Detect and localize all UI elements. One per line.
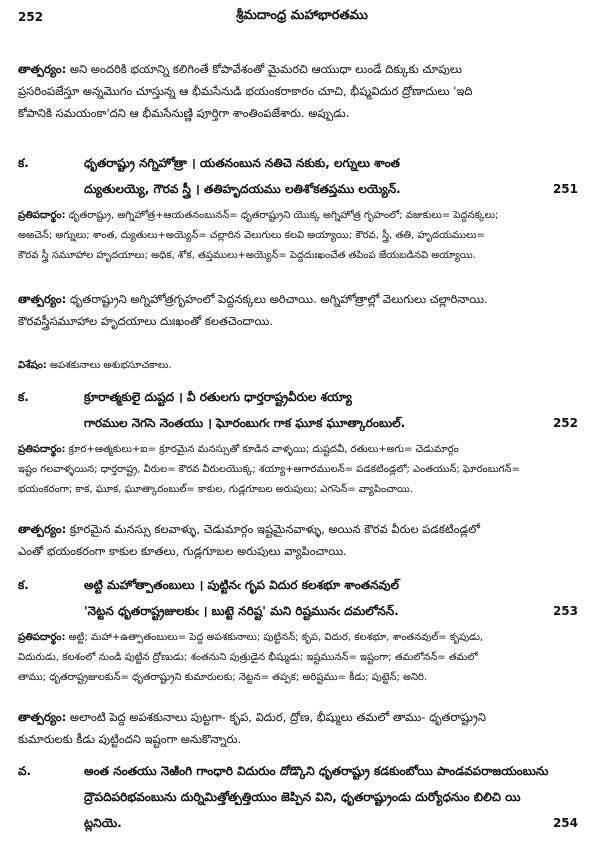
verse-line: క్రూరాత్మకులై దుష్టద । వీ రతులగు ధార్తరాష్ట్రవీరుల శయ్యా xyxy=(84,390,352,404)
verse-block xyxy=(18,758,586,836)
text-line: కోపానికి సమయంకా'దని ఆ భీమసేనుణ్ణి పూర్తిగా శాంతింపజేశారు. అప్పుడు. xyxy=(18,106,350,120)
page-header xyxy=(18,6,586,28)
block-label: ప్రతిపదార్థం: xyxy=(18,444,66,455)
text-line: అట్టి; మహా+ఉత్పాతంబులు= పెద్ద అపశకునాలు; పుట్టినన్; కృప, విదుర, కలశభూ, శాంతనవుల్= కృపుడు, xyxy=(68,632,484,643)
block-label: తాత్పర్యం: xyxy=(18,62,67,76)
text-line: కుమారులకు కీడు పుట్టిందని ఇష్టంగా అనుకొన్నారు. xyxy=(18,732,242,746)
text-line: ప్రసరింపజేస్తూ అన్నమొగం చూస్తున్న ఆ భీమసేనుడి భయంకరాకారం చూచి, భీష్మవిదుర ద్రోణాదులు 'ఇది xyxy=(18,84,473,98)
verse-line: అంత నంతయు నెఱింగి గాంధారి విదురుం దోడ్కొని ధృతరాష్ట్రు కడకుంబోయి పాండవపరాజయంబును xyxy=(84,764,549,778)
verse-number: 252 xyxy=(552,416,578,430)
text-line: కౌరవ స్త్రీ సమూహాల హృదయాలు; అధిక, శోక, తప్తములు+అయ్యెన్= పెద్దదుఃఖంచేత తపింప జేయబడినవి అయ్యాయి. xyxy=(18,250,476,261)
verse-line: ట్లనియె. xyxy=(84,816,122,830)
verse-label: వ. xyxy=(18,764,32,778)
text-line: అలాంటి పెద్ద అపశకునాలు పుట్టగా- కృప, విదుర, ద్రోణ, భీష్ములు తమలో తాము- ధృతరాష్ట్రుని xyxy=(69,710,486,724)
verse-label: క. xyxy=(18,156,29,170)
verse-block xyxy=(18,150,586,202)
block-label: ప్రతిపదార్థం: xyxy=(18,632,66,643)
text-line: తాము; ధృతరాష్ట్రజులకున్= ధృతరాష్ట్రుని కుమారులకు; నెట్టన= తప్పక; అరిష్టము= కీడు; పుట్టెన్; అనిరి. xyxy=(18,672,428,683)
block-label: తాత్పర్యం: xyxy=(18,710,67,724)
verse-block xyxy=(18,384,586,436)
note-block xyxy=(18,356,586,376)
verse-number: 254 xyxy=(552,816,578,830)
verse-line: ధృతరాష్ట్రు నగ్నిహోత్రా । యతనంబున నతిచె నకుకు, లగ్నులు శాంత xyxy=(84,156,401,170)
text-line: ధృతరాష్ట్రుని అగ్నిహోత్రగృహంలో పెద్దనక్కలు అరిచాయి. అగ్నిహోత్రాల్లో వెలుగులు చల్లారినాయి. xyxy=(69,292,488,306)
verse-label: క. xyxy=(18,390,29,404)
text-line: అఱచెన్; అగ్నులు; శాంత, ద్యుతులు+అయ్యెన్= చల్లారిన వెలుగులు కలవి అయ్యాయి; కౌరవ, స్త్రీ, తతి, హృదయములు= xyxy=(18,230,485,241)
block-label: విశేషం: xyxy=(18,360,47,371)
text-line: క్రూరమైన మనస్సు కలవాళ్ళు, చెడుమార్గం ఇష్టమైనవాళ్ళు, అయిన కౌరవ వీరుల పడకటిండ్లలో xyxy=(69,522,480,536)
block-label: తాత్పర్యం: xyxy=(18,292,67,306)
prose-block xyxy=(18,58,586,124)
text-line: విదురుడు, కలశంలో నుండి పుట్టిన ద్రోణుడు; శంతనుని పుత్రుడైన భీష్ముడు; ఇష్టమునన్= ఇష్టంగా; తమలోనన్= తమలో xyxy=(18,652,478,663)
verse-number: 253 xyxy=(552,604,578,618)
verse-block xyxy=(18,572,586,624)
verse-line: ద్యుతులయ్యె, గౌరవ స్త్రీ । తతిహృదయము లతిశోకతప్తము లయ్యెన్. xyxy=(84,182,401,196)
prose-block xyxy=(18,706,586,750)
verse-number: 251 xyxy=(552,182,578,196)
gloss-block xyxy=(18,628,586,688)
text-line: అని అందరికి భయాన్ని కలిగింతే కోపావేశంతో మైమరచి ఆయుధా లుండే దిక్కుకు చూపులు xyxy=(69,62,462,76)
running-title: శ్రీమదాంధ్ర మహాభారతము xyxy=(236,8,368,23)
block-label: ప్రతిపదార్థం: xyxy=(18,210,66,221)
gloss-block xyxy=(18,206,586,266)
text-line: కౌరవస్త్రీసమూహాల హృదయాలు దుఃఖంతో కలతచెందాయి. xyxy=(18,314,273,328)
prose-block xyxy=(18,518,586,562)
verse-line: 'నెట్టన ధృతరాష్ట్రజులకుఁ । బుట్టె నరిష్ట' మని రిష్టమునఁ దమలోనన్. xyxy=(84,604,399,618)
verse-line: గారముల నెగసె నెంతయు । ఘోరంబుగఁ గాక ఘూక ఘూత్కారంబుల్. xyxy=(84,416,406,430)
verse-line: అట్టి మహోత్పాతంబులు । పుట్టినఁ గృప విదుర కలశభూ శాంతనవుల్ xyxy=(84,578,400,592)
text-line: అపశకునాలు అశుభసూచకాలు. xyxy=(50,360,172,371)
prose-block xyxy=(18,288,586,332)
verse-label: క. xyxy=(18,578,29,592)
block-label: తాత్పర్యం: xyxy=(18,522,67,536)
verse-line: ద్రౌపదిపరిభవంబును దుర్నిమిత్తోత్పత్తియుం జెప్పిన విని, ధృతరాష్ట్రుండు దుర్యోధనుం బిలిచి యి xyxy=(84,790,521,804)
text-line: క్రూర+ఆత్మకులు+ఐ= క్రూరమైన మనస్సుతో కూడిన వాళ్ళయి; దుష్టదవీ, రతులు+అగు= చెడుమార్గం xyxy=(68,444,459,455)
text-line: ఇష్టం గలవాళ్ళయిన; ధార్తరాష్ట్ర, వీరుల= కౌరవ వీరులయొక్క; శయ్యా+ఆగారములన్= పడకటిండ్లలో; ఎంతయున్; ఘోరంబుగన్= xyxy=(18,464,520,475)
page-number: 252 xyxy=(18,10,44,24)
text-line: భయంకరంగా; కాక, ఘూక, ఘూత్కారంబుల్= కాకుల, గుడ్లగూబల అరుపులు; ఎగసెన్= వ్యాపించాయి. xyxy=(18,484,414,495)
gloss-block xyxy=(18,440,586,500)
text-line: ధృతరాష్ట్రు, అగ్నిహోత్ర+ఆయతనంబునన్= ధృతరాష్ట్రుని యొక్క అగ్నిహోత్ర గృహంలో; వజుకులు= పెద్దనక్కలు; xyxy=(68,210,499,221)
text-line: ఎంతో భయంకరంగా కాకుల కూతలు, గుడ్లగూబల అరుపులు వ్యాపించాయి. xyxy=(18,544,347,558)
